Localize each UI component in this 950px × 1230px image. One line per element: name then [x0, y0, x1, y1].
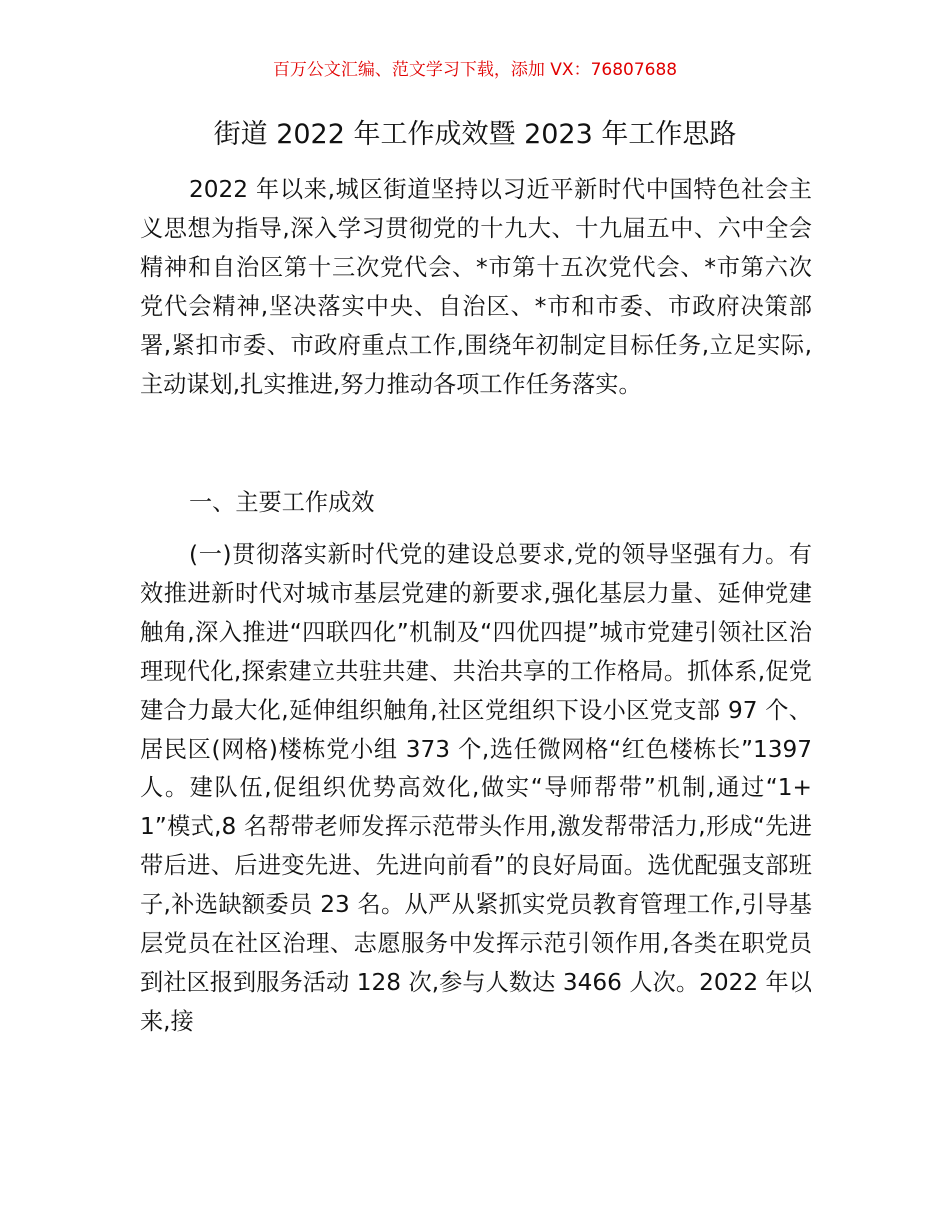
section-heading: 一、主要工作成效	[189, 489, 375, 516]
header-watermark-text: 百万公文汇编、范文学习下载，添加 VX：76807688	[272, 60, 678, 80]
paragraph-intro: 2022 年以来,城区街道坚持以习近平新时代中国特色社会主义思想为指导,深入学习贯彻党的十九大、十九届五中、六中全会精神和自治区第十三次党代会、*市第十五次党代会、*市第六次党代会精神,坚决落实中央、自治区、*市和市委、市政府决策部署,紧扣市委、市政府重点工作,围绕年初制定目标任务,立足实际,主动谋划,扎实推进,努力推动各项工作任务落实。	[140, 176, 812, 398]
paragraph-party-building: (一)贯彻落实新时代党的建设总要求,党的领导坚强有力。有效推进新时代对城市基层党建的新要求,强化基层力量、延伸党建触角,深入推进“四联四化”机制及“四优四提”城市党建引领社区治理现代化,探索建立共驻共建、共治共享的工作格局。抓体系,促党建合力最大化,延伸组织触角,社区党组织下设小区党支部 97 个、居民区(网格)楼栋党小组 373 个,选任微网格“红色楼栋长”1397 人。建队伍,促组织优势高效化,做实“导师帮带”机制,通过“1+1”模式,8 名帮带老师发挥示范带头作用,激发帮带活力,形成“先进带后进、后进变先进、先进向前看”的良好局面。选优配强支部班子,补选缺额委员 23 名。从严从紧抓实党员教育管理工作,引导基层党员在社区治理、志愿服务中发挥示范引领作用,各类在职党员到社区报到服务活动 128 次,参与人数达 3466 人次。2022 年以来,接	[140, 541, 812, 1035]
document-title: 街道 2022 年工作成效暨 2023 年工作思路	[213, 119, 737, 150]
